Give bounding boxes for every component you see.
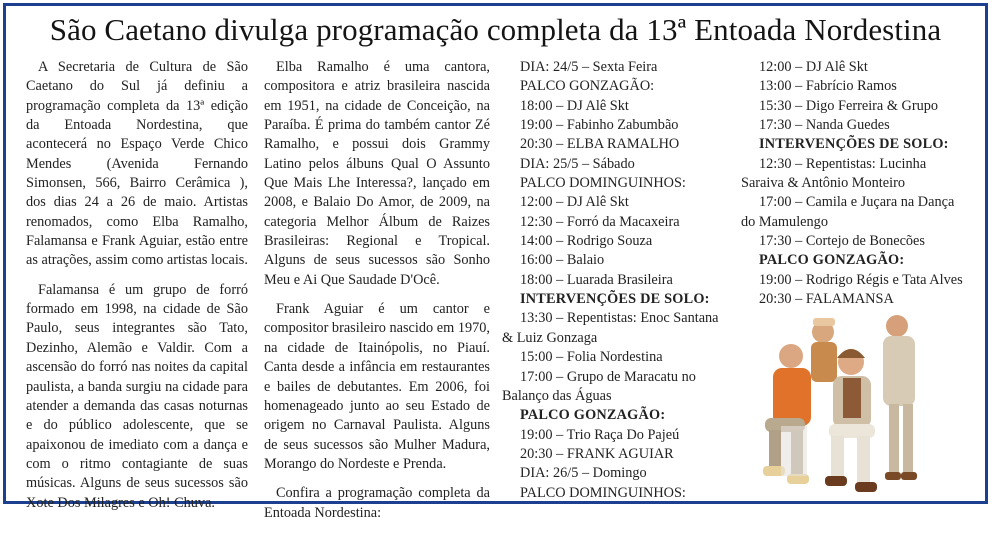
schedule-line: 19:00 – Fabinho Zabumbão bbox=[520, 117, 679, 134]
schedule-line: 16:00 – Balaio bbox=[520, 252, 605, 269]
paragraph-falamansa: Falamansa é um grupo de forró formado em 1998, na cidade de São Paulo, seus integrantes são Tato, Dezinho, Alemão e Valdir. Com a ascensão do forró nas noites da capital paulista, a banda surgiu na cidade para atender a demanda das casas noturnas e do público adolescente, que se apaixonou de imediato com a dança e com o ritmo contagiante de suas músicas. Alguns de seus sucessos são Xote Dos Milagres e Oh! Chuva. bbox=[26, 281, 248, 511]
schedule-line: 17:30 – Nanda Guedes bbox=[759, 117, 890, 134]
paragraph-intro: A Secretaria de Cultura de São Caetano do Sul já definiu a programação completa da 13ª edição da Entoada Nordestina, que acontecerá no Espaço Verde Chico Mendes (Avenida Fernando Simonsen, 566, Bairro Cerâmica ), dos dias 24 a 26 de maio. Artistas renomados, como Elba Ramalho, Falamansa e Frank Aguiar, estão entre as atrações, assim como artistas locais. bbox=[26, 59, 248, 269]
headline: São Caetano divulga programação completa da 13ª Entoada Nordestina bbox=[49, 12, 942, 47]
schedule-line: 20:30 – FALAMANSA bbox=[759, 291, 894, 308]
schedule-line: 18:00 – Luarada Brasileira bbox=[520, 271, 673, 288]
schedule-line: 18:00 – DJ Alê Skt bbox=[520, 97, 629, 114]
section-heading: PALCO GONZAGÃO: bbox=[759, 252, 905, 269]
schedule-line: 15:30 – Digo Ferreira & Grupo bbox=[759, 97, 939, 114]
paragraph-confira: Confira a programação completa da Entoada Nordestina: bbox=[264, 485, 490, 521]
column-1 bbox=[26, 58, 248, 523]
schedule-line: 19:00 – Trio Raça Do Pajeú bbox=[520, 426, 680, 443]
schedule-line: 12:30 – Forró da Macaxeira bbox=[520, 213, 680, 230]
column-2 bbox=[264, 58, 490, 533]
schedule-line: 13:00 – Fabrício Ramos bbox=[759, 78, 897, 95]
schedule-line: 17:00 – Grupo de Maracatu no Balanço das Águas bbox=[502, 368, 696, 404]
schedule-line: DIA: 25/5 – Sábado bbox=[520, 155, 635, 172]
column-4-schedule bbox=[741, 58, 969, 309]
schedule-line: 12:00 – DJ Alê Skt bbox=[759, 59, 868, 75]
paragraph-frank: Frank Aguiar é um cantor e compositor brasileiro nascido em 1970, na cidade de Itainópolis, no Piauí. Canta desde a infância em restaurantes e bailes de debutantes. Em 2006, foi homenageado junto ao seu Estado de origem no Carnaval Paulista. Alguns de seus sucessos são Mulher Madura, Morango do Nordeste e Prenda. bbox=[264, 301, 490, 472]
section-heading: PALCO GONZAGÃO: bbox=[520, 407, 666, 424]
schedule-line: 17:00 – Camila e Juçara na Dança do Mamulengo bbox=[741, 194, 955, 230]
schedule-line: DIA: 24/5 – Sexta Feira bbox=[520, 59, 658, 75]
schedule-line: PALCO DOMINGUINHOS: bbox=[520, 175, 686, 192]
section-heading: INTERVENÇÕES DE SOLO: bbox=[520, 291, 710, 308]
schedule-line: PALCO GONZAGÃO: bbox=[520, 78, 655, 95]
schedule-line: 20:30 – ELBA RAMALHO bbox=[520, 136, 680, 153]
schedule-line: PALCO DOMINGUINHOS: bbox=[520, 484, 686, 501]
schedule-line: 15:00 – Folia Nordestina bbox=[520, 349, 663, 366]
article-frame bbox=[3, 3, 988, 521]
schedule-line: 14:00 – Rodrigo Souza bbox=[520, 233, 653, 250]
section-heading: INTERVENÇÕES DE SOLO: bbox=[759, 136, 949, 153]
schedule-line: 12:00 – DJ Alê Skt bbox=[520, 194, 629, 211]
band-photo-icon bbox=[751, 306, 951, 506]
schedule-line: 12:30 – Repentistas: Lucinha Saraiva & Antônio Monteiro bbox=[741, 155, 927, 192]
schedule-line: 19:00 – Rodrigo Régis e Tata Alves bbox=[759, 271, 963, 288]
schedule-line: 17:30 – Cortejo de Bonecões bbox=[759, 233, 925, 250]
schedule-line: 20:30 – FRANK AGUIAR bbox=[520, 445, 674, 462]
column-3-schedule bbox=[502, 58, 728, 503]
schedule-line: DIA: 26/5 – Domingo bbox=[520, 465, 647, 482]
schedule-line: 13:30 – Repentistas: Enoc Santana & Luiz Gonzaga bbox=[502, 310, 719, 346]
paragraph-elba: Elba Ramalho é uma cantora, compositora e atriz brasileira nascida em 1951, na cidade de Conceição, na Paraíba. É prima do também cantor Zé Ramalho, e possui dois Grammy Latino pelos álbuns Qual O Assunto Que Mais Lhe Interessa?, lançado em 2008, e Balaio Do Amor, de 2009, na categoria Melhor Álbum de Raizes Brasileiras: Regional e Tropical. Alguns de seus sucessos são Sonho Meu e Ai Que Saudade D'Ocê. bbox=[264, 59, 490, 288]
